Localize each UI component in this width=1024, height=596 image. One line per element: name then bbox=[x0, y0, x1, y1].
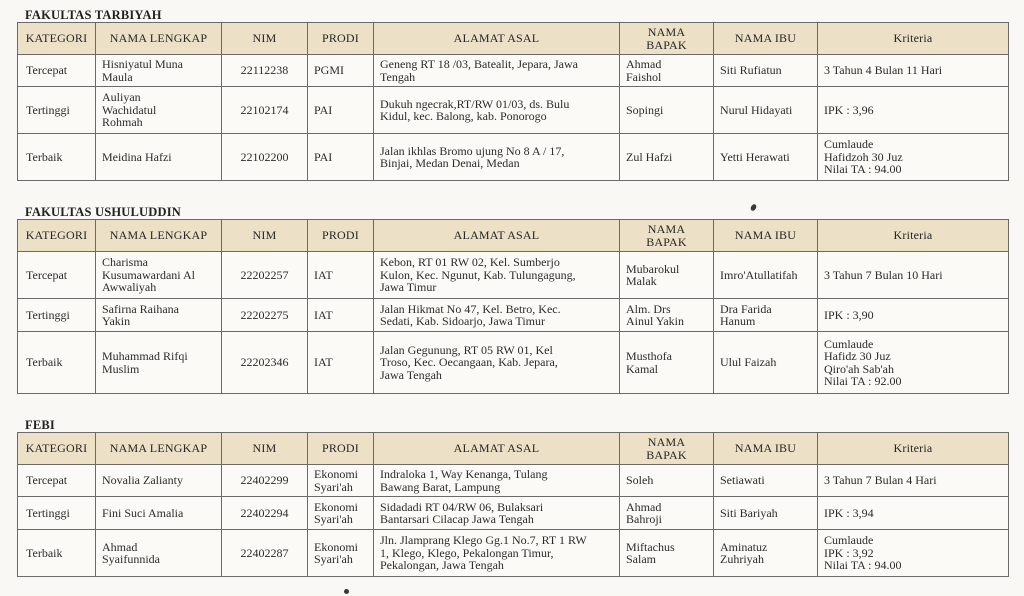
kriteria-cell: IPK : 3,90 bbox=[818, 299, 1009, 332]
nama-lengkap-cell: Novalia Zalianty bbox=[96, 465, 222, 497]
nama-bapak-cell: Alm. Drs Ainul Yakin bbox=[620, 299, 714, 332]
kriteria-cell: 3 Tahun 4 Bulan 11 Hari bbox=[818, 55, 1009, 87]
alamat-asal-cell: Jalan Hikmat No 47, Kel. Betro, Kec. Sedati, Kab. Sidoarjo, Jawa Timur bbox=[374, 299, 620, 332]
nim-cell: 22202257 bbox=[222, 252, 308, 299]
table-header-row bbox=[18, 433, 1009, 465]
nama-bapak-cell: Soleh bbox=[620, 465, 714, 497]
nama-ibu-cell: Dra Farida Hanum bbox=[714, 299, 818, 332]
table-row bbox=[18, 299, 1009, 332]
kriteria-cell: Cumlaude Hafidz 30 Juz Qiro'ah Sab'ah Nilai TA : 92.00 bbox=[818, 332, 1009, 394]
section-fakultas-ushuluddin bbox=[17, 205, 1008, 394]
prodi-cell: Ekonomi Syari'ah bbox=[308, 530, 374, 577]
prodi-cell: IAT bbox=[308, 332, 374, 394]
nama-lengkap-cell: Fini Suci Amalia bbox=[96, 497, 222, 530]
col-header-nama-lengkap: NAMA LENGKAP bbox=[96, 220, 222, 252]
col-header-nama-lengkap: NAMA LENGKAP bbox=[96, 433, 222, 465]
table-header-row bbox=[18, 220, 1009, 252]
col-header-alamat-asal: ALAMAT ASAL bbox=[374, 433, 620, 465]
alamat-asal-cell: Kebon, RT 01 RW 02, Kel. Sumberjo Kulon, Kec. Ngunut, Kab. Tulungagung, Jawa Timur bbox=[374, 252, 620, 299]
section-title: FEBI bbox=[25, 418, 55, 432]
alamat-asal-cell: Indraloka 1, Way Kenanga, Tulang Bawang Barat, Lampung bbox=[374, 465, 620, 497]
col-header-kriteria: Kriteria bbox=[818, 23, 1009, 55]
table-row bbox=[18, 252, 1009, 299]
col-header-kriteria: Kriteria bbox=[818, 220, 1009, 252]
alamat-asal-cell: Jalan Gegunung, RT 05 RW 01, Kel Troso, Kec. Oecangaan, Kab. Jepara, Jawa Tengah bbox=[374, 332, 620, 394]
nama-bapak-cell: Miftachus Salam bbox=[620, 530, 714, 577]
col-header-kategori: KATEGORI bbox=[18, 433, 96, 465]
prodi-cell: PAI bbox=[308, 87, 374, 134]
col-header-nama-bapak: NAMA BAPAK bbox=[620, 23, 714, 55]
nama-ibu-cell: Nurul Hidayati bbox=[714, 87, 818, 134]
alamat-asal-cell: Dukuh ngecrak,RT/RW 01/03, ds. Bulu Kidul, kec. Balong, kab. Ponorogo bbox=[374, 87, 620, 134]
nama-ibu-cell: Imro'Atullatifah bbox=[714, 252, 818, 299]
col-header-alamat-asal: ALAMAT ASAL bbox=[374, 220, 620, 252]
section-title: FAKULTAS TARBIYAH bbox=[25, 8, 162, 22]
kriteria-cell: 3 Tahun 7 Bulan 4 Hari bbox=[818, 465, 1009, 497]
alamat-asal-cell: Jln. Jlamprang Klego Gg.1 No.7, RT 1 RW 1, Klego, Klego, Pekalongan Timur, Pekalongan, Jawa Tengah bbox=[374, 530, 620, 577]
section-fakultas-tarbiyah bbox=[17, 8, 1008, 181]
kriteria-cell: Cumlaude Hafidzoh 30 Juz Nilai TA : 94.00 bbox=[818, 134, 1009, 181]
col-header-nim: NIM bbox=[222, 220, 308, 252]
table-row bbox=[18, 55, 1009, 87]
col-header-kriteria: Kriteria bbox=[818, 433, 1009, 465]
alamat-asal-cell: Sidadadi RT 04/RW 06, Bulaksari Bantarsari Cilacap Jawa Tengah bbox=[374, 497, 620, 530]
kategori-cell: Terbaik bbox=[18, 530, 96, 577]
kategori-cell: Tercepat bbox=[18, 55, 96, 87]
nim-cell: 22102174 bbox=[222, 87, 308, 134]
nim-cell: 22202346 bbox=[222, 332, 308, 394]
table-row bbox=[18, 134, 1009, 181]
table-row bbox=[18, 465, 1009, 497]
table-row bbox=[18, 530, 1009, 577]
col-header-nama-lengkap: NAMA LENGKAP bbox=[96, 23, 222, 55]
nama-lengkap-cell: Muhammad Rifqi Muslim bbox=[96, 332, 222, 394]
nama-bapak-cell: Ahmad Bahroji bbox=[620, 497, 714, 530]
data-table bbox=[17, 432, 1009, 577]
data-table bbox=[17, 219, 1009, 394]
prodi-cell: PAI bbox=[308, 134, 374, 181]
table-header-row bbox=[18, 23, 1009, 55]
col-header-prodi: PRODI bbox=[308, 23, 374, 55]
nim-cell: 22402287 bbox=[222, 530, 308, 577]
col-header-nama-ibu: NAMA IBU bbox=[714, 220, 818, 252]
kategori-cell: Terbaik bbox=[18, 332, 96, 394]
prodi-cell: IAT bbox=[308, 252, 374, 299]
nama-ibu-cell: Siti Rufiatun bbox=[714, 55, 818, 87]
kriteria-cell: Cumlaude IPK : 3,92 Nilai TA : 94.00 bbox=[818, 530, 1009, 577]
nama-lengkap-cell: Safirna Raihana Yakin bbox=[96, 299, 222, 332]
table-row bbox=[18, 332, 1009, 394]
col-header-nim: NIM bbox=[222, 433, 308, 465]
kriteria-cell: IPK : 3,94 bbox=[818, 497, 1009, 530]
nama-ibu-cell: Aminatuz Zuhriyah bbox=[714, 530, 818, 577]
nama-ibu-cell: Siti Bariyah bbox=[714, 497, 818, 530]
nama-lengkap-cell: Hisniyatul Muna Maula bbox=[96, 55, 222, 87]
nama-lengkap-cell: Ahmad Syaifunnida bbox=[96, 530, 222, 577]
alamat-asal-cell: Geneng RT 18 /03, Batealit, Jepara, Jawa Tengah bbox=[374, 55, 620, 87]
table-row bbox=[18, 87, 1009, 134]
col-header-nama-ibu: NAMA IBU bbox=[714, 23, 818, 55]
col-header-kategori: KATEGORI bbox=[18, 220, 96, 252]
kategori-cell: Terbaik bbox=[18, 134, 96, 181]
kriteria-cell: 3 Tahun 7 Bulan 10 Hari bbox=[818, 252, 1009, 299]
prodi-cell: Ekonomi Syari'ah bbox=[308, 497, 374, 530]
nama-bapak-cell: Zul Hafzi bbox=[620, 134, 714, 181]
col-header-nama-ibu: NAMA IBU bbox=[714, 433, 818, 465]
col-header-alamat-asal: ALAMAT ASAL bbox=[374, 23, 620, 55]
kategori-cell: Tertinggi bbox=[18, 87, 96, 134]
nim-cell: 22102200 bbox=[222, 134, 308, 181]
nama-ibu-cell: Setiawati bbox=[714, 465, 818, 497]
section-febi bbox=[17, 418, 1008, 577]
col-header-prodi: PRODI bbox=[308, 220, 374, 252]
nama-ibu-cell: Ulul Faizah bbox=[714, 332, 818, 394]
data-table bbox=[17, 22, 1009, 181]
nama-bapak-cell: Ahmad Faishol bbox=[620, 55, 714, 87]
nama-bapak-cell: Mubarokul Malak bbox=[620, 252, 714, 299]
prodi-cell: Ekonomi Syari'ah bbox=[308, 465, 374, 497]
section-title: FAKULTAS USHULUDDIN bbox=[25, 205, 182, 219]
col-header-nim: NIM bbox=[222, 23, 308, 55]
scan-speck bbox=[344, 589, 349, 594]
nama-bapak-cell: Musthofa Kamal bbox=[620, 332, 714, 394]
nama-lengkap-cell: Meidina Hafzi bbox=[96, 134, 222, 181]
kategori-cell: Tertinggi bbox=[18, 497, 96, 530]
kategori-cell: Tercepat bbox=[18, 252, 96, 299]
nama-lengkap-cell: Auliyan Wachidatul Rohmah bbox=[96, 87, 222, 134]
alamat-asal-cell: Jalan ikhlas Bromo ujung No 8 A / 17, Binjai, Medan Denai, Medan bbox=[374, 134, 620, 181]
nama-bapak-cell: Sopingi bbox=[620, 87, 714, 134]
prodi-cell: PGMI bbox=[308, 55, 374, 87]
nim-cell: 22402299 bbox=[222, 465, 308, 497]
kategori-cell: Tercepat bbox=[18, 465, 96, 497]
table-row bbox=[18, 497, 1009, 530]
nim-cell: 22112238 bbox=[222, 55, 308, 87]
nim-cell: 22402294 bbox=[222, 497, 308, 530]
nim-cell: 22202275 bbox=[222, 299, 308, 332]
col-header-prodi: PRODI bbox=[308, 433, 374, 465]
nama-ibu-cell: Yetti Herawati bbox=[714, 134, 818, 181]
prodi-cell: IAT bbox=[308, 299, 374, 332]
kategori-cell: Tertinggi bbox=[18, 299, 96, 332]
col-header-nama-bapak: NAMA BAPAK bbox=[620, 433, 714, 465]
col-header-kategori: KATEGORI bbox=[18, 23, 96, 55]
nama-lengkap-cell: Charisma Kusumawardani Al Awwaliyah bbox=[96, 252, 222, 299]
col-header-nama-bapak: NAMA BAPAK bbox=[620, 220, 714, 252]
kriteria-cell: IPK : 3,96 bbox=[818, 87, 1009, 134]
